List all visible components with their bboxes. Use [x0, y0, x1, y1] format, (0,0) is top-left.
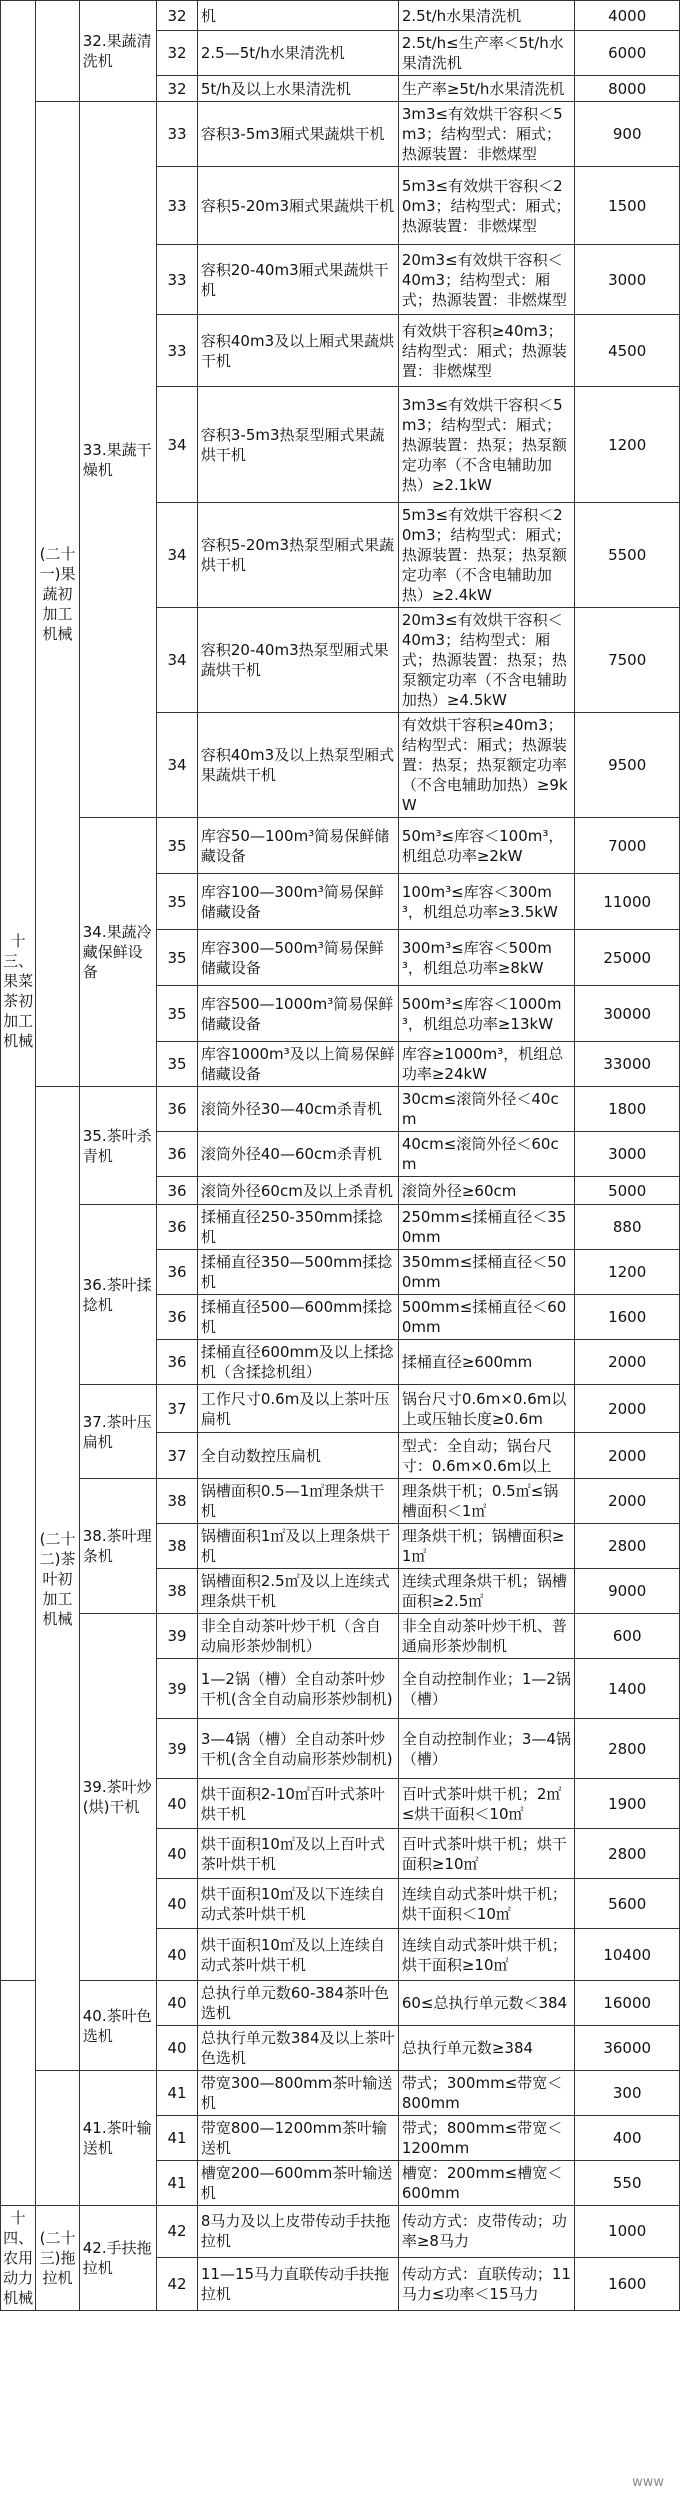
item-number: 32 [157, 31, 198, 76]
item-spec: 连续自动式茶叶烘干机；烘干面积＜10㎡ [398, 1879, 575, 1929]
item-number: 40 [157, 2026, 198, 2071]
item-name: 烘干面积10㎡及以上百叶式茶叶烘干机 [197, 1829, 398, 1879]
item-spec: 300m³≤库容＜500m³，机组总功率≥8kW [398, 930, 575, 986]
item-spec: 有效烘干容积≥40m3；结构型式：厢式；热源装置：热泵；热泵额定功率（不含电辅助加热）≥9kW [398, 713, 575, 818]
item-spec: 带式；300mm≤带宽＜800mm [398, 2071, 575, 2116]
item-number: 34 [157, 503, 198, 608]
item-spec: 40cm≤滚筒外径＜60cm [398, 1132, 575, 1177]
product-cell: 33.果蔬干燥机 [79, 102, 156, 818]
subsidy-amount: 33000 [575, 1042, 680, 1087]
subsidy-amount: 3000 [575, 1132, 680, 1177]
item-number: 36 [157, 1340, 198, 1385]
item-spec: 传动方式：直联传动；11马力≤功率＜15马力 [398, 2257, 575, 2310]
item-name: 库容500—1000m³简易保鲜储藏设备 [197, 986, 398, 1042]
item-number: 33 [157, 315, 198, 387]
table-row [1, 1981, 680, 2026]
item-name: 全自动数控压扁机 [197, 1433, 398, 1479]
item-name: 揉桶直径600mm及以上揉捻机（含揉捻机组） [197, 1340, 398, 1385]
table-row [1, 818, 680, 874]
item-name: 容积20-40m3热泵型厢式果蔬烘干机 [197, 608, 398, 713]
product-cell: 35.茶叶杀青机 [79, 1087, 156, 1205]
item-spec: 全自动控制作业；3—4锅（槽） [398, 1719, 575, 1779]
item-number: 35 [157, 930, 198, 986]
subsidy-amount: 10400 [575, 1929, 680, 1981]
subsidy-amount: 6000 [575, 31, 680, 76]
subsidy-amount: 30000 [575, 986, 680, 1042]
subsidy-amount: 600 [575, 1614, 680, 1659]
item-name: 5t/h及以上水果清洗机 [197, 76, 398, 102]
subsidy-amount: 7500 [575, 608, 680, 713]
product-cell: 39.茶叶炒(烘)干机 [79, 1614, 156, 1981]
item-name: 总执行单元数60-384茶叶色选机 [197, 1981, 398, 2026]
item-number: 36 [157, 1177, 198, 1205]
item-name: 带宽300—800mm茶叶输送机 [197, 2071, 398, 2116]
item-name: 滚筒外径30—40cm杀青机 [197, 1087, 398, 1132]
category-cell: 十四、农用动力机械 [1, 2206, 36, 2311]
subsidy-amount: 9500 [575, 713, 680, 818]
subsidy-amount: 11000 [575, 874, 680, 930]
item-number: 38 [157, 1569, 198, 1614]
item-number: 36 [157, 1295, 198, 1340]
item-name: 1—2锅（槽）全自动茶叶炒干机(含全自动扁形茶炒制机) [197, 1659, 398, 1719]
table-row [1, 1479, 680, 1524]
item-spec: 20m3≤有效烘干容积＜40m3；结构型式：厢式；热源装置：热泵；热泵额定功率（不含电辅助加热）≥4.5kW [398, 608, 575, 713]
item-spec: 20m3≤有效烘干容积＜40m3；结构型式：厢式；热源装置：非燃煤型 [398, 245, 575, 315]
item-spec: 带式；800mm≤带宽＜1200mm [398, 2116, 575, 2161]
item-spec: 传动方式：皮带传动；功率≥8马力 [398, 2206, 575, 2258]
item-name: 烘干面积10㎡及以上连续自动式茶叶烘干机 [197, 1929, 398, 1981]
subsidy-amount: 7000 [575, 818, 680, 874]
table-row [1, 1, 680, 31]
item-number: 39 [157, 1719, 198, 1779]
subcategory-cell: (二十三)拖拉机 [36, 2206, 79, 2311]
product-cell: 41.茶叶输送机 [79, 2071, 156, 2206]
item-name: 槽宽200—600mm茶叶输送机 [197, 2161, 398, 2206]
table-row [1, 1385, 680, 1433]
product-cell: 36.茶叶揉捻机 [79, 1205, 156, 1385]
item-name: 容积5-20m3厢式果蔬烘干机 [197, 167, 398, 245]
item-spec: 库容≥1000m³，机组总功率≥24kW [398, 1042, 575, 1087]
subsidy-amount: 2800 [575, 1719, 680, 1779]
item-name: 8马力及以上皮带传动手扶拖拉机 [197, 2206, 398, 2258]
item-name: 工作尺寸0.6m及以上茶叶压扁机 [197, 1385, 398, 1433]
item-number: 39 [157, 1659, 198, 1719]
item-number: 42 [157, 2206, 198, 2258]
subsidy-amount: 16000 [575, 1981, 680, 2026]
table-row [1, 2206, 680, 2258]
item-number: 41 [157, 2161, 198, 2206]
subsidy-amount: 1800 [575, 1087, 680, 1132]
subsidy-amount: 2000 [575, 1385, 680, 1433]
item-spec: 3m3≤有效烘干容积＜5m3；结构型式：厢式；热源装置：热泵；热泵额定功率（不含电辅助加热）≥2.1kW [398, 387, 575, 503]
product-cell: 32.果蔬清洗机 [79, 1, 156, 102]
item-spec: 有效烘干容积≥40m3；结构型式：厢式；热源装置：非燃煤型 [398, 315, 575, 387]
item-name: 2.5—5t/h水果清洗机 [197, 31, 398, 76]
item-number: 38 [157, 1479, 198, 1524]
item-spec: 百叶式茶叶烘干机；烘干面积≥10㎡ [398, 1829, 575, 1879]
item-name: 库容300—500m³简易保鲜储藏设备 [197, 930, 398, 986]
subsidy-amount: 2000 [575, 1340, 680, 1385]
item-name: 揉桶直径500—600mm揉捻机 [197, 1295, 398, 1340]
subcategory-cell [36, 1, 79, 102]
item-number: 34 [157, 387, 198, 503]
category-cell [1, 1981, 36, 2206]
item-number: 40 [157, 1829, 198, 1879]
item-number: 37 [157, 1433, 198, 1479]
item-spec: 5m3≤有效烘干容积＜20m3；结构型式：厢式；热源装置：非燃煤型 [398, 167, 575, 245]
item-number: 38 [157, 1524, 198, 1569]
watermark: www [628, 2474, 668, 2491]
subsidy-amount: 8000 [575, 76, 680, 102]
category-cell: 十三、果菜茶初加工机械 [1, 1, 36, 1981]
subsidy-amount: 300 [575, 2071, 680, 2116]
item-name: 滚筒外径40—60cm杀青机 [197, 1132, 398, 1177]
item-spec: 生产率≥5t/h水果清洗机 [398, 76, 575, 102]
item-spec: 100m³≤库容＜300m³，机组总功率≥3.5kW [398, 874, 575, 930]
item-number: 34 [157, 713, 198, 818]
subsidy-amount: 1200 [575, 1250, 680, 1295]
item-name: 容积20-40m3厢式果蔬烘干机 [197, 245, 398, 315]
item-number: 36 [157, 1205, 198, 1250]
item-name: 3—4锅（槽）全自动茶叶炒干机(含全自动扁形茶炒制机) [197, 1719, 398, 1779]
item-spec: 500mm≤揉桶直径＜600mm [398, 1295, 575, 1340]
item-number: 35 [157, 874, 198, 930]
subsidy-amount: 2800 [575, 1524, 680, 1569]
item-number: 40 [157, 1981, 198, 2026]
item-spec: 连续式理条烘干机；锅槽面积≥2.5㎡ [398, 1569, 575, 1614]
subsidy-amount: 400 [575, 2116, 680, 2161]
subsidy-amount: 880 [575, 1205, 680, 1250]
item-name: 烘干面积10㎡及以下连续自动式茶叶烘干机 [197, 1879, 398, 1929]
table-row [1, 1087, 680, 1132]
item-name: 总执行单元数384及以上茶叶色选机 [197, 2026, 398, 2071]
item-spec: 连续自动式茶叶烘干机；烘干面积≥10㎡ [398, 1929, 575, 1981]
subsidy-amount: 2000 [575, 1433, 680, 1479]
item-spec: 5m3≤有效烘干容积＜20m3；结构型式：厢式；热源装置：热泵；热泵额定功率（不含电辅助加热）≥2.4kW [398, 503, 575, 608]
item-name: 容积5-20m3热泵型厢式果蔬烘干机 [197, 503, 398, 608]
item-name: 揉桶直径250-350mm揉捻机 [197, 1205, 398, 1250]
subsidy-amount: 4500 [575, 315, 680, 387]
subsidy-amount: 550 [575, 2161, 680, 2206]
subsidy-amount: 1600 [575, 2257, 680, 2310]
subsidy-amount: 9000 [575, 1569, 680, 1614]
subsidy-amount: 36000 [575, 2026, 680, 2071]
item-number: 32 [157, 76, 198, 102]
item-name: 锅槽面积2.5㎡及以上连续式理条烘干机 [197, 1569, 398, 1614]
item-number: 34 [157, 608, 198, 713]
subsidy-amount: 2800 [575, 1829, 680, 1879]
item-name: 锅槽面积0.5—1㎡理条烘干机 [197, 1479, 398, 1524]
subsidy-amount: 5500 [575, 503, 680, 608]
product-cell: 40.茶叶色选机 [79, 1981, 156, 2071]
item-number: 40 [157, 1929, 198, 1981]
item-number: 37 [157, 1385, 198, 1433]
item-name: 库容50—100m³简易保鲜储藏设备 [197, 818, 398, 874]
subsidy-amount: 5000 [575, 1177, 680, 1205]
product-cell: 42.手扶拖拉机 [79, 2206, 156, 2311]
item-name: 11—15马力直联传动手扶拖拉机 [197, 2257, 398, 2310]
item-name: 非全自动茶叶炒干机（含自动扁形茶炒制机） [197, 1614, 398, 1659]
item-spec: 理条烘干机；0.5㎡≤锅槽面积＜1㎡ [398, 1479, 575, 1524]
item-number: 36 [157, 1132, 198, 1177]
item-number: 42 [157, 2257, 198, 2310]
subcategory-cell: (二十一)果蔬初加工机械 [36, 102, 79, 1087]
item-number: 32 [157, 1, 198, 31]
product-cell: 38.茶叶理条机 [79, 1479, 156, 1614]
subsidy-amount: 1200 [575, 387, 680, 503]
subsidy-amount: 2000 [575, 1479, 680, 1524]
item-number: 36 [157, 1250, 198, 1295]
table-row [1, 1205, 680, 1250]
item-spec: 非全自动茶叶炒干机、普通扁形茶炒制机 [398, 1614, 575, 1659]
item-number: 35 [157, 818, 198, 874]
item-name: 机 [197, 1, 398, 31]
item-name: 库容1000m³及以上简易保鲜储藏设备 [197, 1042, 398, 1087]
table-row [1, 1614, 680, 1659]
item-name: 揉桶直径350—500mm揉捻机 [197, 1250, 398, 1295]
item-number: 41 [157, 2116, 198, 2161]
item-spec: 3m3≤有效烘干容积＜5m3；结构型式：厢式；热源装置：非燃煤型 [398, 102, 575, 167]
item-spec: 350mm≤揉桶直径＜500mm [398, 1250, 575, 1295]
subsidy-amount: 900 [575, 102, 680, 167]
item-spec: 槽宽：200mm≤槽宽＜600mm [398, 2161, 575, 2206]
subsidy-amount: 1500 [575, 167, 680, 245]
item-spec: 滚筒外径≥60cm [398, 1177, 575, 1205]
subcategory-cell: (二十二)茶叶初加工机械 [36, 1087, 79, 2071]
item-number: 40 [157, 1879, 198, 1929]
item-number: 33 [157, 102, 198, 167]
item-spec: 60≤总执行单元数＜384 [398, 1981, 575, 2026]
item-spec: 百叶式茶叶烘干机；2㎡≤烘干面积＜10㎡ [398, 1779, 575, 1829]
item-spec: 全自动控制作业；1—2锅（槽） [398, 1659, 575, 1719]
item-number: 33 [157, 245, 198, 315]
subsidy-amount: 3000 [575, 245, 680, 315]
item-spec: 2.5t/h≤生产率＜5t/h水果清洗机 [398, 31, 575, 76]
table-row [1, 2071, 680, 2116]
item-name: 库容100—300m³简易保鲜储藏设备 [197, 874, 398, 930]
item-spec: 50m³≤库容＜100m³，机组总功率≥2kW [398, 818, 575, 874]
product-cell: 37.茶叶压扁机 [79, 1385, 156, 1479]
subsidy-amount: 1600 [575, 1295, 680, 1340]
item-name: 滚筒外径60cm及以上杀青机 [197, 1177, 398, 1205]
item-name: 容积40m3及以上热泵型厢式果蔬烘干机 [197, 713, 398, 818]
item-spec: 2.5t/h水果清洗机 [398, 1, 575, 31]
item-number: 39 [157, 1614, 198, 1659]
item-name: 锅槽面积1㎡及以上理条烘干机 [197, 1524, 398, 1569]
item-spec: 30cm≤滚筒外径＜40cm [398, 1087, 575, 1132]
item-spec: 锅台尺寸0.6m×0.6m以上或压轴长度≥0.6m [398, 1385, 575, 1433]
table-row [1, 102, 680, 167]
subsidy-amount: 4000 [575, 1, 680, 31]
item-spec: 250mm≤揉桶直径＜350mm [398, 1205, 575, 1250]
subcategory-cell [36, 2071, 79, 2206]
item-spec: 总执行单元数≥384 [398, 2026, 575, 2071]
item-number: 36 [157, 1087, 198, 1132]
subsidy-amount: 5600 [575, 1879, 680, 1929]
subsidy-amount: 1400 [575, 1659, 680, 1719]
item-name: 容积40m3及以上厢式果蔬烘干机 [197, 315, 398, 387]
item-name: 容积3-5m3厢式果蔬烘干机 [197, 102, 398, 167]
product-cell: 34.果蔬冷藏保鲜设备 [79, 818, 156, 1087]
subsidy-amount: 25000 [575, 930, 680, 986]
item-spec: 型式：全自动；锅台尺寸：0.6m×0.6m以上 [398, 1433, 575, 1479]
item-spec: 500m³≤库容＜1000m³，机组总功率≥13kW [398, 986, 575, 1042]
subsidy-amount: 1900 [575, 1779, 680, 1829]
item-number: 40 [157, 1779, 198, 1829]
item-name: 烘干面积2-10㎡百叶式茶叶烘干机 [197, 1779, 398, 1829]
item-number: 41 [157, 2071, 198, 2116]
item-spec: 揉桶直径≥600mm [398, 1340, 575, 1385]
item-number: 35 [157, 986, 198, 1042]
item-name: 带宽800—1200mm茶叶输送机 [197, 2116, 398, 2161]
item-spec: 理条烘干机；锅槽面积≥1㎡ [398, 1524, 575, 1569]
item-number: 33 [157, 167, 198, 245]
subsidy-amount: 1000 [575, 2206, 680, 2258]
item-number: 35 [157, 1042, 198, 1087]
item-name: 容积3-5m3热泵型厢式果蔬烘干机 [197, 387, 398, 503]
